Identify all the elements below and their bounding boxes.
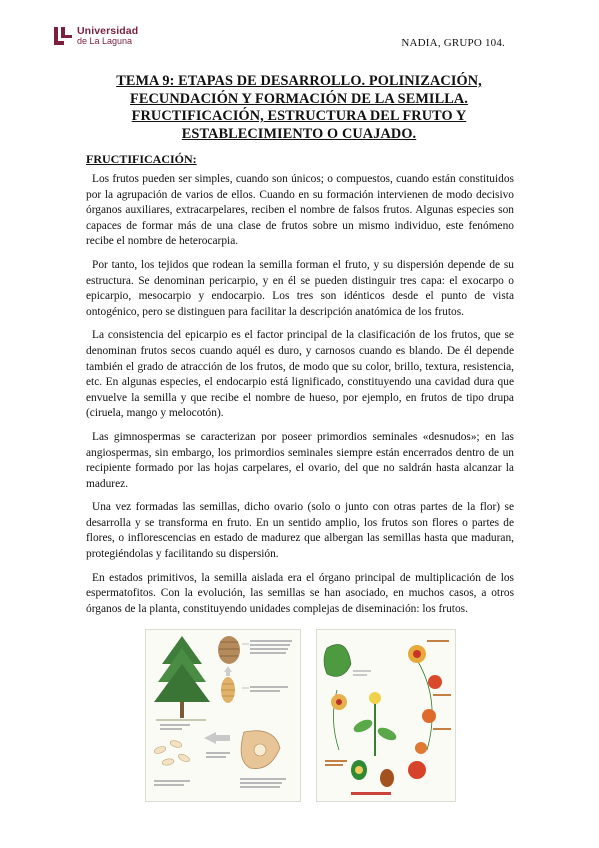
section-heading: FRUCTIFICACIÓN: [86,152,197,166]
paragraph: Una vez formadas las semillas, dicho ovario (solo o junto con otras partes de la flor) se desarrolla y se transforma en fruto. En un sentido amplio, los frutos son flores o partes de flores, o inflorescencias en estado de madurez que albergan las semillas hasta que maduran, protegiéndolas y facilitando su dispersión. [86,501,514,561]
body-text [86,172,514,625]
paragraph: Los frutos pueden ser simples, cuando son únicos; o compuestos, cuando están constituidos por la agrupación de varios de ellos. Cuando en su formación intervienen de modo decisivo órganos auxiliares, extracarpelares, reciben el nombre de falsos frutos. Algunas especies son capaces de formar más de una clase de frutos sobre un mismo individuo, este fenómeno recibe el nombre de heterocarpia. [86,173,514,248]
page-title [86,73,512,143]
paragraph: En estados primitivos, la semilla aislada era el órgano principal de multiplicación de los espermatofitos. Con la evolución, las semillas se han asociado, en muchos casos, a otros órganos de la planta, constituyendo unidades complejas de diseminación: los frutos. [86,571,514,615]
title-line: ESTABLECIMIENTO O CUAJADO. [181,125,417,142]
logo-name: Universidad [77,25,139,37]
angiosperm-cycle-illustration [317,630,455,801]
paragraph: Las gimnospermas se caracterizan por poseer primordios seminales «desnudos»; en las angiospermas, sin embargo, los primordios seminales siempre están encerrados dentro de un recipiente formado por las hojas carpelares, el ovario, del que no saldrán hasta alcanzar la madurez. [86,430,514,490]
paragraph: Por tanto, los tejidos que rodean la semilla forman el fruto, y su dispersión depende de su estructura. Se denominan pericarpio, y en él se pueden distinguir tres capa: el exocarpo o epicarpio, mesocarpio y endocarpio. Los tres son idénticos desde el punto de vista ontogénico, pero se distinguen para facilitar la descripción anatómica de los frutos. [86,258,514,318]
figures-row [145,629,456,802]
logo-subname: de La Laguna [77,36,133,46]
angiosperm-cycle-figure [316,629,456,802]
author-label: NADIA, GRUPO 104. [401,37,505,49]
gymnosperm-cycle-figure [145,629,301,802]
paragraph: La consistencia del epicarpio es el factor principal de la clasificación de los frutos, que se denominan frutos secos cuando aquél es duro, y carnosos cuando es blando. De él depende también el grado de atracción de los frutos, de modo que su color, brillo, textura, resistencia, etc. En algunas especies, el endocarpio está lignificado, constituyendo una cavidad dura que envuelve la semilla y que recibe el nombre de hueso, por ejemplo, en frutos de tipo drupa (ciruela, mango y melocotón). [86,329,514,420]
university-logo [54,26,138,46]
title-line: FECUNDACIÓN Y FORMACIÓN DE LA SEMILLA. [130,90,468,107]
title-line: TEMA 9: ETAPAS DE DESARROLLO. POLINIZACIÓN, [116,73,482,89]
title-line: FRUCTIFICACIÓN, ESTRUCTURA DEL FRUTO Y [131,108,467,124]
university-logo-icon [54,27,72,45]
gymnosperm-cycle-illustration [146,630,300,801]
